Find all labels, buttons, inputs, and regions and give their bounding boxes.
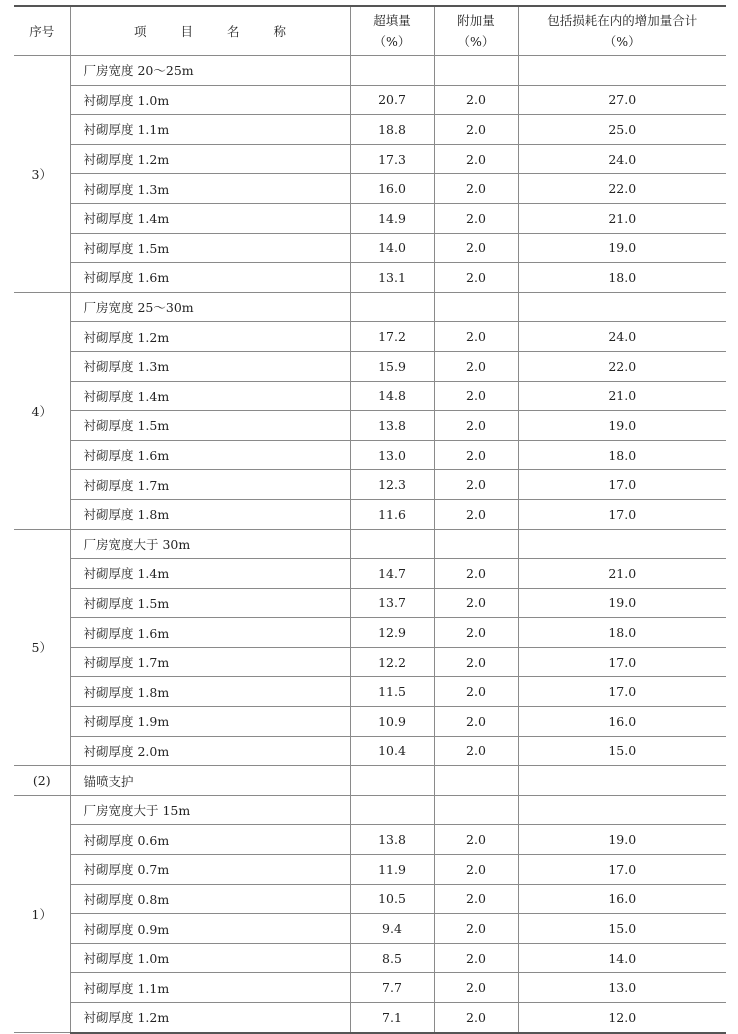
total-cell: 25.0 <box>518 115 726 145</box>
over-fill-cell: 11.5 <box>350 677 434 707</box>
over-fill-cell: 12.9 <box>350 618 434 648</box>
total-cell: 21.0 <box>518 203 726 233</box>
over-fill-cell: 7.7 <box>350 973 434 1003</box>
item-name-cell: 衬砌厚度 1.0m <box>70 943 350 973</box>
table-row <box>14 411 726 441</box>
additional-cell: 2.0 <box>434 203 518 233</box>
group-seq-cell: 1） <box>14 795 70 1032</box>
group-title-cell: 厂房宽度大于 30m <box>70 529 350 559</box>
table-row <box>14 914 726 944</box>
item-name-cell: 衬砌厚度 1.4m <box>70 203 350 233</box>
table-header <box>14 6 726 56</box>
header-additional-label: 附加量 <box>457 13 495 28</box>
item-name-cell: 衬砌厚度 1.8m <box>70 677 350 707</box>
total-cell: 27.0 <box>518 85 726 115</box>
table-row <box>14 825 726 855</box>
total-cell: 18.0 <box>518 263 726 293</box>
total-cell: 17.0 <box>518 647 726 677</box>
item-name-cell: 衬砌厚度 1.6m <box>70 618 350 648</box>
group-seq-cell: 3） <box>14 56 70 293</box>
item-name-cell: 衬砌厚度 1.6m <box>70 440 350 470</box>
table-row <box>14 203 726 233</box>
additional-cell: 2.0 <box>434 233 518 263</box>
total-cell: 19.0 <box>518 233 726 263</box>
table-row <box>14 351 726 381</box>
table-row <box>14 470 726 500</box>
table-row <box>14 647 726 677</box>
additional-cell: 2.0 <box>434 381 518 411</box>
item-name-cell: 衬砌厚度 1.2m <box>70 144 350 174</box>
additional-cell: 2.0 <box>434 144 518 174</box>
additional-cell: 2.0 <box>434 440 518 470</box>
over-fill-cell: 15.9 <box>350 351 434 381</box>
total-cell: 18.0 <box>518 618 726 648</box>
table-row <box>14 263 726 293</box>
total-cell: 17.0 <box>518 677 726 707</box>
item-name-cell: 衬砌厚度 1.2m <box>70 322 350 352</box>
additional-cell: 2.0 <box>434 825 518 855</box>
empty-cell <box>518 795 726 825</box>
total-cell: 17.0 <box>518 499 726 529</box>
additional-cell: 2.0 <box>434 736 518 766</box>
over-fill-cell: 14.0 <box>350 233 434 263</box>
total-cell: 24.0 <box>518 144 726 174</box>
empty-cell <box>350 766 434 796</box>
additional-cell: 2.0 <box>434 322 518 352</box>
item-name-cell: 衬砌厚度 1.3m <box>70 174 350 204</box>
over-fill-cell: 14.7 <box>350 559 434 589</box>
table-row <box>14 677 726 707</box>
additional-cell: 2.0 <box>434 351 518 381</box>
group-seq-cell: 4） <box>14 292 70 529</box>
group-title-cell: 厂房宽度 20～25m <box>70 56 350 86</box>
total-cell: 12.0 <box>518 1003 726 1033</box>
table-row <box>14 884 726 914</box>
table-row <box>14 144 726 174</box>
section-name-cell: 锚喷支护 <box>70 766 350 796</box>
group-title-row <box>14 292 726 322</box>
total-cell: 22.0 <box>518 351 726 381</box>
empty-cell <box>350 795 434 825</box>
over-fill-cell: 13.8 <box>350 411 434 441</box>
total-cell: 19.0 <box>518 411 726 441</box>
header-over-fill-unit: （%） <box>373 34 411 49</box>
group-title-row <box>14 795 726 825</box>
additional-cell: 2.0 <box>434 588 518 618</box>
total-cell: 19.0 <box>518 825 726 855</box>
additional-cell: 2.0 <box>434 914 518 944</box>
item-name-cell: 衬砌厚度 1.2m <box>70 1003 350 1033</box>
section-seq-cell: (2) <box>14 766 70 796</box>
total-cell: 14.0 <box>518 943 726 973</box>
empty-cell <box>518 766 726 796</box>
item-name-cell: 衬砌厚度 0.8m <box>70 884 350 914</box>
item-name-cell: 衬砌厚度 0.9m <box>70 914 350 944</box>
item-name-cell: 衬砌厚度 1.0m <box>70 85 350 115</box>
header-over-fill-label: 超填量 <box>373 13 411 28</box>
group-title-row <box>14 56 726 86</box>
over-fill-cell: 10.4 <box>350 736 434 766</box>
additional-cell: 2.0 <box>434 943 518 973</box>
over-fill-cell: 9.4 <box>350 914 434 944</box>
header-additional <box>434 6 518 56</box>
item-name-cell: 衬砌厚度 1.6m <box>70 263 350 293</box>
header-over-fill <box>350 6 434 56</box>
total-cell: 16.0 <box>518 707 726 737</box>
group-seq-cell: 5） <box>14 529 70 766</box>
additional-cell: 2.0 <box>434 174 518 204</box>
table-row <box>14 707 726 737</box>
item-name-cell: 衬砌厚度 2.0m <box>70 736 350 766</box>
total-cell: 13.0 <box>518 973 726 1003</box>
over-fill-cell: 14.9 <box>350 203 434 233</box>
table-row <box>14 381 726 411</box>
additional-cell: 2.0 <box>434 973 518 1003</box>
total-cell: 18.0 <box>518 440 726 470</box>
empty-cell <box>518 56 726 86</box>
over-fill-cell: 14.8 <box>350 381 434 411</box>
table-row <box>14 85 726 115</box>
empty-cell <box>434 795 518 825</box>
header-row <box>14 6 726 56</box>
item-name-cell: 衬砌厚度 1.5m <box>70 233 350 263</box>
header-item-name: 项目名称 <box>70 6 350 56</box>
over-fill-cell: 11.6 <box>350 499 434 529</box>
total-cell: 19.0 <box>518 588 726 618</box>
group-title-cell: 厂房宽度 25～30m <box>70 292 350 322</box>
additional-cell: 2.0 <box>434 263 518 293</box>
additional-cell: 2.0 <box>434 647 518 677</box>
header-additional-unit: （%） <box>457 34 495 49</box>
total-cell: 15.0 <box>518 736 726 766</box>
over-fill-cell: 13.1 <box>350 263 434 293</box>
header-total-unit: （%） <box>603 34 641 49</box>
empty-cell <box>434 766 518 796</box>
table-row <box>14 618 726 648</box>
table-row <box>14 440 726 470</box>
total-cell: 17.0 <box>518 855 726 885</box>
total-cell: 22.0 <box>518 174 726 204</box>
empty-cell <box>434 529 518 559</box>
table-row <box>14 588 726 618</box>
table-row <box>14 855 726 885</box>
over-fill-cell: 12.2 <box>350 647 434 677</box>
over-fill-cell: 10.9 <box>350 707 434 737</box>
table-row <box>14 174 726 204</box>
table-row <box>14 736 726 766</box>
header-seq: 序号 <box>14 6 70 56</box>
table-row <box>14 115 726 145</box>
additional-cell: 2.0 <box>434 115 518 145</box>
total-cell: 15.0 <box>518 914 726 944</box>
additional-cell: 2.0 <box>434 618 518 648</box>
group-title-row <box>14 529 726 559</box>
additional-cell: 2.0 <box>434 707 518 737</box>
empty-cell <box>434 56 518 86</box>
table-row <box>14 973 726 1003</box>
additional-cell: 2.0 <box>434 855 518 885</box>
group-title-cell: 厂房宽度大于 15m <box>70 795 350 825</box>
item-name-cell: 衬砌厚度 1.1m <box>70 973 350 1003</box>
over-fill-cell: 13.0 <box>350 440 434 470</box>
total-cell: 16.0 <box>518 884 726 914</box>
additional-cell: 2.0 <box>434 85 518 115</box>
table-row <box>14 233 726 263</box>
total-cell: 24.0 <box>518 322 726 352</box>
empty-cell <box>518 529 726 559</box>
over-fill-cell: 12.3 <box>350 470 434 500</box>
over-fill-cell: 8.5 <box>350 943 434 973</box>
item-name-cell: 衬砌厚度 0.6m <box>70 825 350 855</box>
table-row <box>14 322 726 352</box>
total-cell: 21.0 <box>518 381 726 411</box>
table-row <box>14 1003 726 1033</box>
item-name-cell: 衬砌厚度 0.7m <box>70 855 350 885</box>
empty-cell <box>350 56 434 86</box>
over-fill-cell: 13.7 <box>350 588 434 618</box>
item-name-cell: 衬砌厚度 1.9m <box>70 707 350 737</box>
item-name-cell: 衬砌厚度 1.1m <box>70 115 350 145</box>
header-total-label: 包括损耗在内的增加量合计 <box>547 13 698 28</box>
total-cell: 21.0 <box>518 559 726 589</box>
over-fill-cell: 16.0 <box>350 174 434 204</box>
additional-cell: 2.0 <box>434 559 518 589</box>
total-cell: 17.0 <box>518 470 726 500</box>
item-name-cell: 衬砌厚度 1.3m <box>70 351 350 381</box>
over-fill-cell: 13.8 <box>350 825 434 855</box>
over-fill-cell: 11.9 <box>350 855 434 885</box>
item-name-cell: 衬砌厚度 1.7m <box>70 647 350 677</box>
section-row <box>14 766 726 796</box>
additional-cell: 2.0 <box>434 677 518 707</box>
item-name-cell: 衬砌厚度 1.5m <box>70 411 350 441</box>
empty-cell <box>350 529 434 559</box>
additional-cell: 2.0 <box>434 1003 518 1033</box>
table-row <box>14 943 726 973</box>
item-name-cell: 衬砌厚度 1.7m <box>70 470 350 500</box>
table-row <box>14 499 726 529</box>
empty-cell <box>518 292 726 322</box>
over-fill-cell: 10.5 <box>350 884 434 914</box>
additional-cell: 2.0 <box>434 470 518 500</box>
additional-cell: 2.0 <box>434 499 518 529</box>
over-fill-cell: 18.8 <box>350 115 434 145</box>
over-fill-cell: 17.2 <box>350 322 434 352</box>
over-fill-cell: 20.7 <box>350 85 434 115</box>
table-body <box>14 56 726 1033</box>
item-name-cell: 衬砌厚度 1.5m <box>70 588 350 618</box>
empty-cell <box>350 292 434 322</box>
data-table <box>14 5 726 1034</box>
item-name-cell: 衬砌厚度 1.4m <box>70 381 350 411</box>
table-row <box>14 559 726 589</box>
item-name-cell: 衬砌厚度 1.8m <box>70 499 350 529</box>
additional-cell: 2.0 <box>434 884 518 914</box>
over-fill-cell: 17.3 <box>350 144 434 174</box>
empty-cell <box>434 292 518 322</box>
header-total <box>518 6 726 56</box>
additional-cell: 2.0 <box>434 411 518 441</box>
over-fill-cell: 7.1 <box>350 1003 434 1033</box>
item-name-cell: 衬砌厚度 1.4m <box>70 559 350 589</box>
